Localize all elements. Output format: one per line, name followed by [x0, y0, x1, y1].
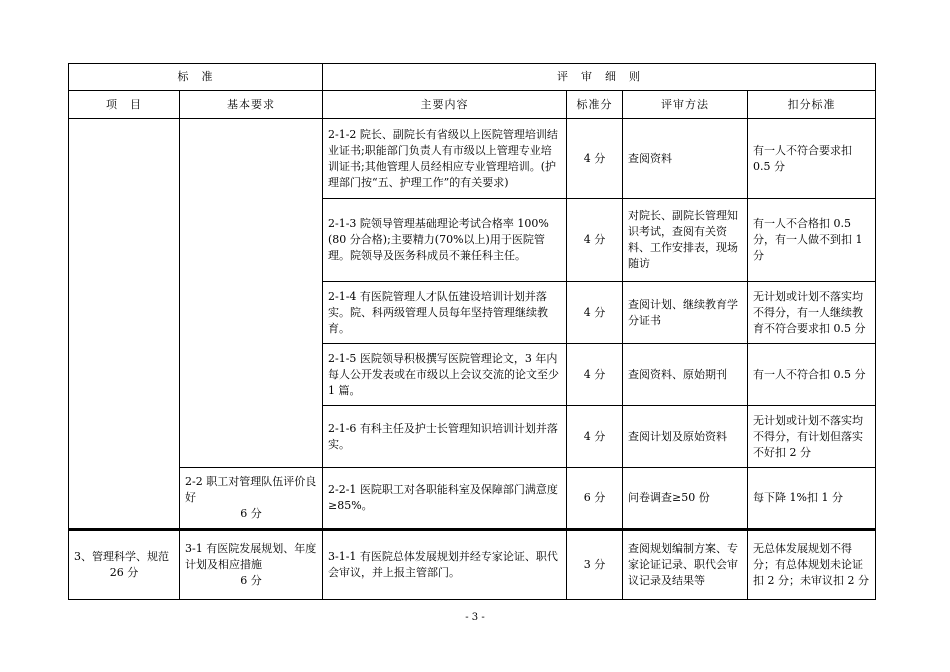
basic-requirement-text: 2-2 职工对管理队伍评价良好 — [185, 475, 317, 504]
header-row-top — [69, 64, 876, 91]
method-cell: 对院长、副院长管理知识考试，查阅有关资料、工作安排表，现场随访 — [623, 199, 748, 282]
deduct-cell: 有一人不符合要求扣 0.5 分 — [748, 119, 876, 199]
score-cell: 4 分 — [567, 406, 623, 468]
score-cell: 6 分 — [567, 468, 623, 530]
deduct-cell: 无总体发展规划不得分；有总体规划未论证扣 2 分；未审议扣 2 分 — [748, 530, 876, 600]
method-cell: 查阅计划、继续教育学分证书 — [623, 282, 748, 344]
deduct-cell: 无计划或计划不落实均不得分，有一人继续教育不符合要求扣 0.5 分 — [748, 282, 876, 344]
table-row — [69, 468, 876, 530]
content-cell: 2-1-4 有医院管理人才队伍建设培训计划并落实。院、科两级管理人员每年坚持管理继续教育。 — [323, 282, 567, 344]
content-cell: 3-1-1 有医院总体发展规划并经专家论证、职代会审议，并上报主管部门。 — [323, 530, 567, 600]
item-score: 26 分 — [109, 566, 139, 579]
deduct-cell: 每下降 1%扣 1 分 — [748, 468, 876, 530]
header-item: 项 目 — [69, 91, 180, 119]
item-text: 3、管理科学、规范 — [74, 550, 169, 563]
method-cell: 查阅规划编制方案、专家论证记录、职代会审议记录及结果等 — [623, 530, 748, 600]
table-row — [69, 119, 876, 199]
evaluation-table — [68, 63, 876, 600]
page-number: - 3 - — [465, 612, 485, 623]
score-cell: 3 分 — [567, 530, 623, 600]
basic-requirement-text: 3-1 有医院发展规划、年度计划及相应措施 — [185, 542, 317, 571]
basic-cell-empty — [180, 119, 323, 468]
basic-requirement-cell — [180, 530, 323, 600]
score-cell: 4 分 — [567, 199, 623, 282]
header-row-columns — [69, 91, 876, 119]
header-standard: 标 准 — [69, 64, 323, 91]
basic-requirement-score: 6 分 — [240, 507, 262, 520]
item-cell — [69, 530, 180, 600]
method-cell: 查阅资料、原始期刊 — [623, 344, 748, 406]
score-cell: 4 分 — [567, 282, 623, 344]
basic-requirement-score: 6 分 — [240, 574, 262, 587]
content-cell: 2-1-5 医院领导积极撰写医院管理论文，3 年内每人公开发表或在市级以上会议交流的论文至少 1 篇。 — [323, 344, 567, 406]
score-cell: 4 分 — [567, 119, 623, 199]
table-row — [69, 530, 876, 600]
content-cell: 2-1-6 有科主任及护士长管理知识培训计划并落实。 — [323, 406, 567, 468]
header-basic-requirement: 基本要求 — [180, 91, 323, 119]
content-cell: 2-1-2 院长、副院长有省级以上医院管理培训结业证书;职能部门负责人有市级以上管理专业培训证书;其他管理人员经相应专业管理培训。(护理部门按“五、护理工作”的有关要求) — [323, 119, 567, 199]
item-cell-empty — [69, 119, 180, 530]
score-cell: 4 分 — [567, 344, 623, 406]
header-standard-score: 标准分 — [567, 91, 623, 119]
method-cell: 问卷调查≥50 份 — [623, 468, 748, 530]
header-review-method: 评审方法 — [623, 91, 748, 119]
content-cell: 2-1-3 院领导管理基础理论考试合格率 100%(80 分合格);主要精力(70%以上)用于医院管理。院领导及医务科成员不兼任科主任。 — [323, 199, 567, 282]
basic-requirement-cell — [180, 468, 323, 530]
content-cell: 2-2-1 医院职工对各职能科室及保障部门满意度≥85%。 — [323, 468, 567, 530]
deduct-cell: 有一人不合格扣 0.5 分，有一人做不到扣 1 分 — [748, 199, 876, 282]
header-main-content: 主要内容 — [323, 91, 567, 119]
header-deduction-standard: 扣分标准 — [748, 91, 876, 119]
method-cell: 查阅计划及原始资料 — [623, 406, 748, 468]
deduct-cell: 有一人不符合扣 0.5 分 — [748, 344, 876, 406]
method-cell: 查阅资料 — [623, 119, 748, 199]
header-review-detail: 评 审 细 则 — [323, 64, 876, 91]
deduct-cell: 无计划或计划不落实均不得分，有计划但落实不好扣 2 分 — [748, 406, 876, 468]
